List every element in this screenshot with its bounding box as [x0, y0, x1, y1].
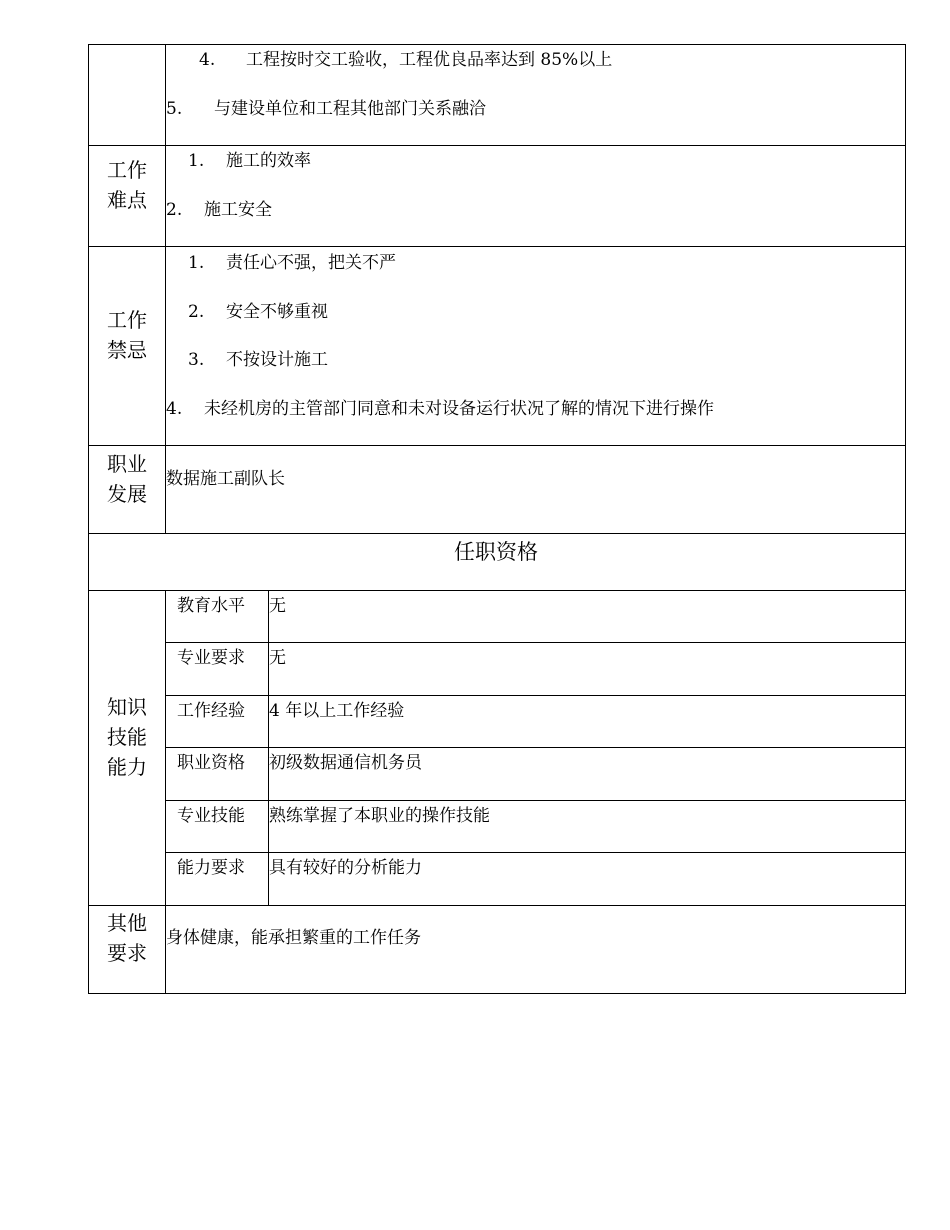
- field-label: 专业要求: [177, 648, 245, 668]
- row-divider: [88, 905, 906, 906]
- field-value: 无: [269, 596, 286, 616]
- label-line: 技能: [107, 725, 147, 749]
- section-label: [97, 155, 157, 215]
- row-divider: [88, 590, 906, 591]
- list-number: 4.: [166, 399, 183, 419]
- list-number: 1.: [188, 151, 205, 171]
- label-line: 职业: [107, 452, 147, 476]
- list-item: 与建设单位和工程其他部门关系融洽: [214, 99, 486, 119]
- label-line: 其他: [107, 911, 147, 935]
- field-value: 4 年以上工作经验: [269, 701, 405, 721]
- list-item: 不按设计施工: [226, 350, 328, 370]
- list-number: 2.: [188, 302, 205, 322]
- list-item: 未经机房的主管部门同意和未对设备运行状况了解的情况下进行操作: [204, 399, 714, 419]
- field-label: 专业技能: [177, 806, 245, 826]
- other-text: 身体健康，能承担繁重的工作任务: [166, 928, 421, 948]
- list-number: 1.: [188, 253, 205, 273]
- field-label: 能力要求: [177, 858, 245, 878]
- list-item: 施工的效率: [226, 151, 311, 171]
- row-divider: [166, 642, 906, 643]
- label-line: 发展: [107, 482, 147, 506]
- list-number: 4.: [199, 50, 216, 70]
- field-value: 无: [269, 648, 286, 668]
- field-label: 工作经验: [177, 701, 245, 721]
- field-label: 教育水平: [177, 596, 245, 616]
- label-line: 要求: [107, 941, 147, 965]
- label-line: 禁忌: [107, 338, 147, 362]
- label-line: 知识: [107, 695, 147, 719]
- list-number: 5.: [166, 99, 183, 119]
- label-line: 难点: [107, 188, 147, 212]
- section-label: [97, 908, 157, 968]
- field-value: 初级数据通信机务员: [269, 753, 422, 773]
- section-label: [97, 449, 157, 509]
- field-value: 熟练掌握了本职业的操作技能: [269, 806, 490, 826]
- row-divider: [88, 145, 906, 146]
- label-line: 能力: [107, 755, 147, 779]
- list-number: 3.: [188, 350, 205, 370]
- row-divider: [166, 695, 906, 696]
- field-label: 职业资格: [177, 753, 245, 773]
- list-item: 工程按时交工验收，工程优良品率达到 85%以上: [246, 50, 613, 70]
- row-divider: [88, 246, 906, 247]
- row-divider: [88, 533, 906, 534]
- section-label: [97, 305, 157, 365]
- list-number: 2.: [166, 200, 183, 220]
- label-line: 工作: [107, 158, 147, 182]
- section-label: [97, 692, 157, 782]
- row-divider: [88, 445, 906, 446]
- row-divider: [166, 800, 906, 801]
- field-value: 具有较好的分析能力: [269, 858, 422, 878]
- list-item: 责任心不强，把关不严: [226, 253, 396, 273]
- qualification-title: 任职资格: [454, 540, 538, 564]
- list-item: 安全不够重视: [226, 302, 328, 322]
- label-line: 工作: [107, 308, 147, 332]
- row-divider: [166, 747, 906, 748]
- career-text: 数据施工副队长: [166, 469, 285, 489]
- row-divider: [166, 852, 906, 853]
- list-item: 施工安全: [204, 200, 272, 220]
